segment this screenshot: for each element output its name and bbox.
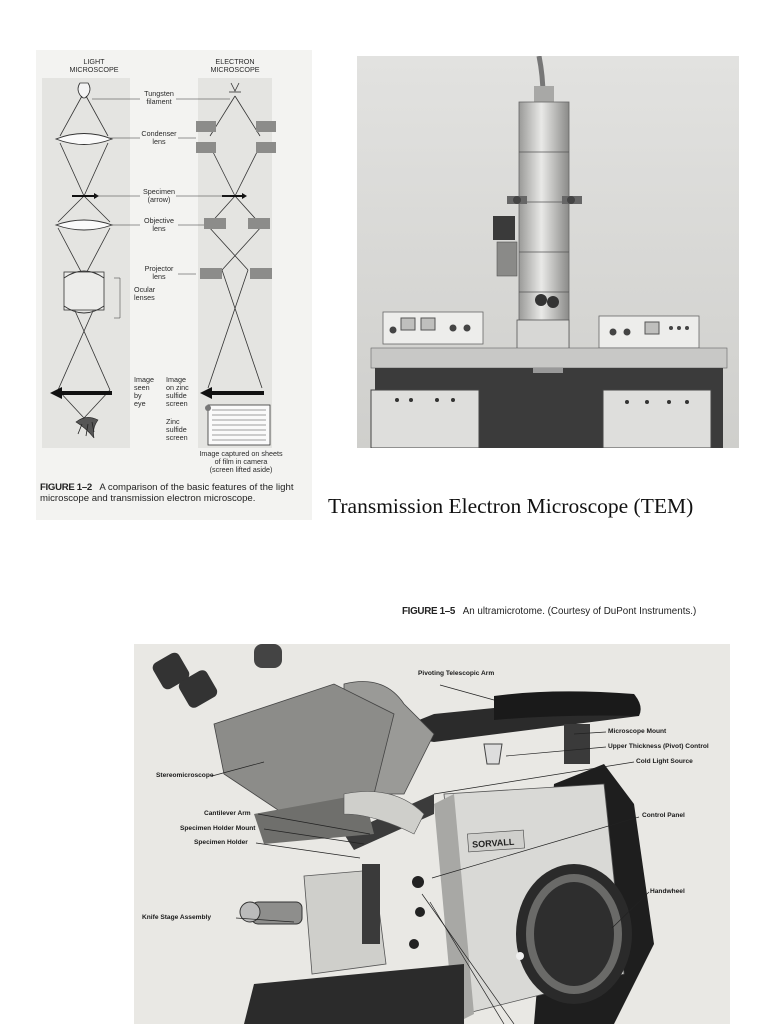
tungsten-filament-label: Tungsten filament bbox=[144, 89, 174, 106]
electron-microscope-header: ELECTRON MICROSCOPE bbox=[210, 57, 260, 74]
figure-1-5-caption-text: An ultramicrotome. (Courtesy of DuPont Instruments.) bbox=[462, 606, 697, 617]
tem-title: Transmission Electron Microscope (TEM) bbox=[328, 494, 694, 518]
tem-photograph bbox=[357, 56, 739, 448]
ocular-lenses-label: Ocular lenses bbox=[134, 285, 156, 302]
callout-specimen-holder-mount: Specimen Holder Mount bbox=[180, 825, 256, 832]
objective-lens-label: Objective lens bbox=[144, 216, 174, 233]
figure-1-2-caption-label: FIGURE 1–2 bbox=[40, 482, 92, 493]
callout-specimen-holder: Specimen Holder bbox=[194, 839, 248, 846]
callout-knife-stage-assembly: Knife Stage Assembly bbox=[142, 914, 212, 921]
image-seen-by-eye-label: Image seen by eye bbox=[134, 375, 154, 408]
callout-thickness-control: Upper Thickness (Pivot) Control bbox=[608, 743, 709, 750]
ultramicrotome-photograph bbox=[134, 644, 730, 1024]
figure-1-2-diagram bbox=[36, 50, 312, 520]
callout-cantilever-arm: Cantilever Arm bbox=[204, 810, 251, 817]
callout-cold-light-source: Cold Light Source bbox=[636, 758, 693, 765]
callout-telescopic-arm: Pivoting Telescopic Arm bbox=[418, 670, 495, 677]
projector-lens-label: Projector lens bbox=[144, 264, 174, 281]
image-on-zinc-screen-label: Image on zinc sulfide screen bbox=[166, 375, 189, 408]
figure-1-5-caption-label: FIGURE 1–5 bbox=[402, 606, 456, 617]
callout-microscope-mount: Microscope Mount bbox=[608, 728, 667, 735]
figure-1-2-caption-text: A comparison of the basic features of the light microscope and transmission electron microscope. bbox=[40, 482, 294, 504]
callout-handwheel: Handwheel bbox=[650, 888, 685, 895]
figure-1-2-caption bbox=[40, 482, 308, 504]
zinc-sulfide-screen-label: Zinc sulfide screen bbox=[166, 417, 188, 442]
callout-control-panel: Control Panel bbox=[642, 812, 685, 819]
callout-stereomicroscope: Stereomicroscope bbox=[156, 772, 214, 779]
film-camera-label: Image captured on sheets of film in camera (screen lifted aside) bbox=[199, 449, 283, 474]
specimen-label: Specimen (arrow) bbox=[143, 187, 175, 204]
condenser-lens-label: Condenser lens bbox=[141, 129, 177, 146]
figure-1-5-ultramicrotome bbox=[134, 602, 730, 1024]
light-microscope-header: LIGHT MICROSCOPE bbox=[69, 57, 119, 74]
figure-1-5-caption bbox=[402, 606, 722, 618]
sorvall-brand-text: SORVALL bbox=[471, 836, 515, 850]
